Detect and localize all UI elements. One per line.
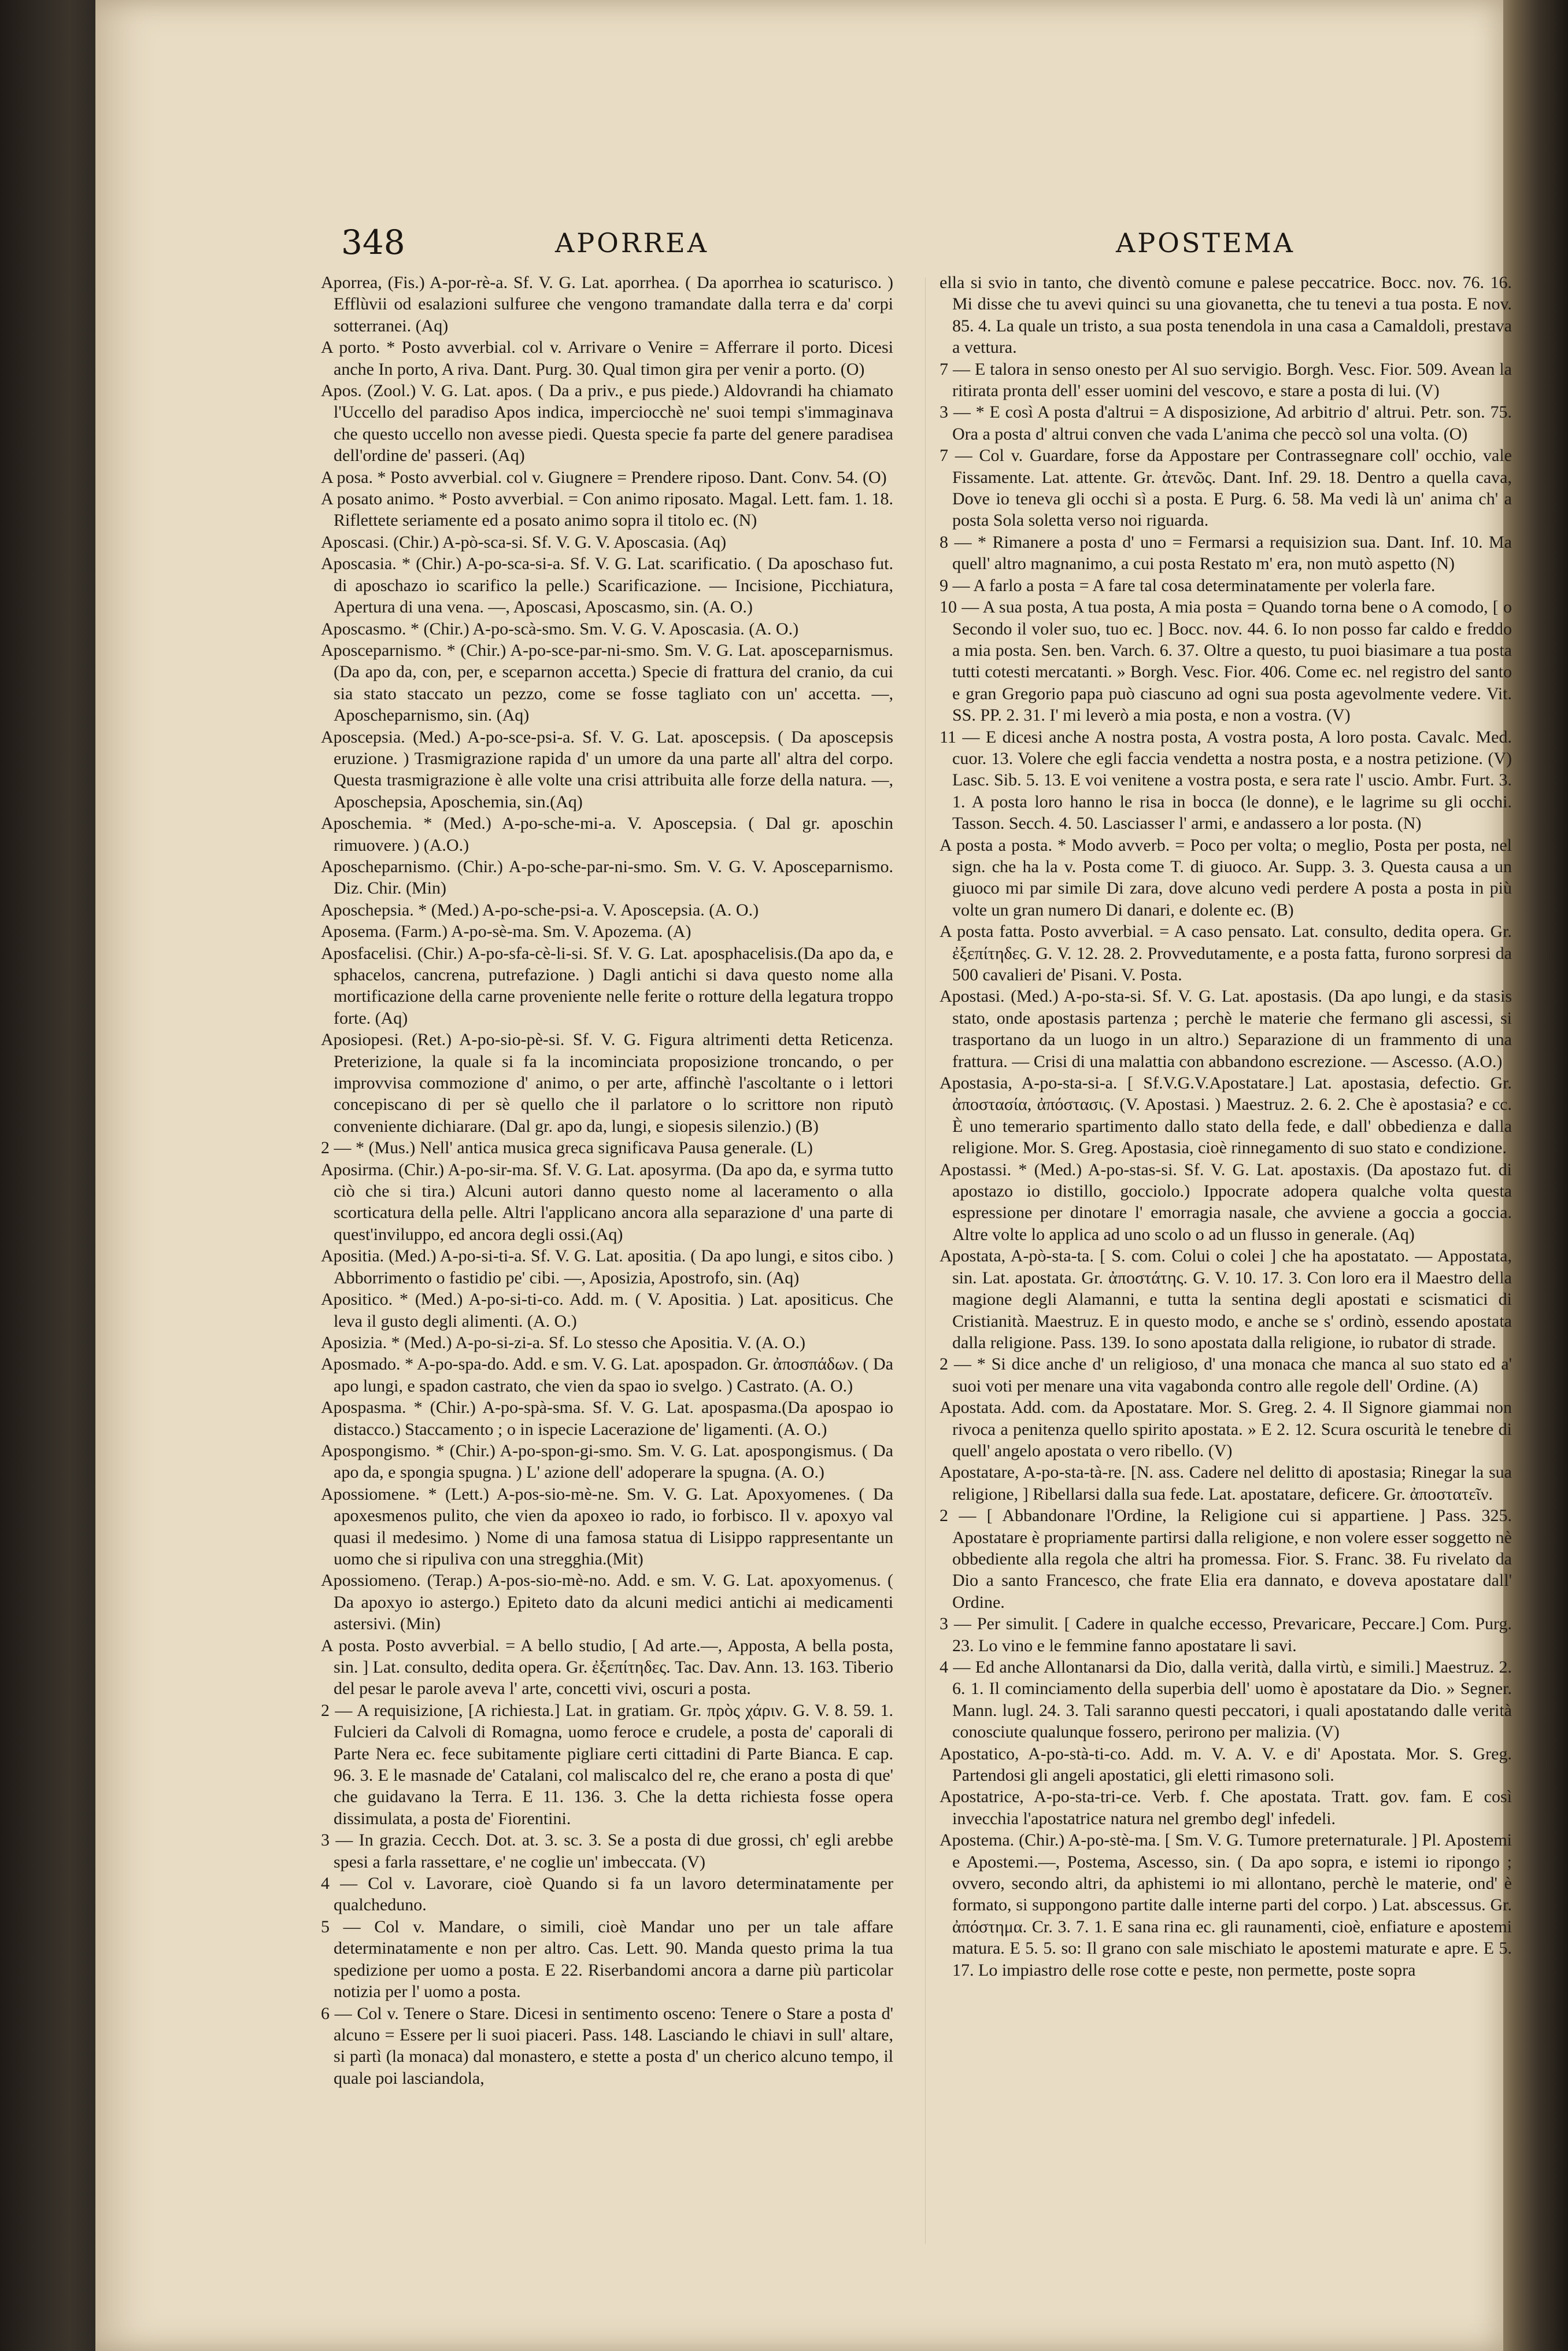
dictionary-entry: Apospasma. * (Chir.) A-po-spà-sma. Sf. V. G. Lat. apospasma.(Da apospao io distacco.) Staccamento ; o in ispecie Lacerazione de' ligamenti. (A. O.) (321, 1398, 893, 1439)
dictionary-entry: 2 — * (Mus.) Nell' antica musica greca significava Pausa generale. (L) (321, 1138, 813, 1158)
dictionary-entry: A posato animo. * Posto avverbial. = Con animo riposato. Magal. Lett. fam. 1. 18. Riflettete seriamente ed a posato animo sopra il titolo ec. (N) (321, 489, 893, 530)
column-gutter (925, 278, 926, 2244)
dictionary-entry: 6 — Col v. Tenere o Stare. Dicesi in sentimento osceno: Tenere o Stare a posta d' alcuno = Essere per li suoi piaceri. Pass. 148. Lasciando le chiavi in sull' altare, si partì (la monaca) dal monastero, e stette a posta d' un cherico alcuno tempo, il quale poi lasciandola, (321, 2003, 893, 2088)
dictionary-entry: 2 — * Si dice anche d' un religioso, d' una monaca che manca al suo stato ed a' suoi voti per menare una vita vagabonda contro alle regole dell' Ordine. (A) (940, 1354, 1512, 1396)
dictionary-entry: 8 — * Rimanere a posta d' uno = Fermarsi a requisizion sua. Dant. Inf. 10. Ma quell' altro magnanimo, a cui posta Restato m' era, non mutò aspetto (N) (940, 532, 1512, 574)
dictionary-entry: 4 — Ed anche Allontanarsi da Dio, dalla verità, dalla virtù, e simili.] Maestruz. 2. 6. 1. Il cominciamento della superbia dell' uomo è apostatare da Dio. » Segner. Mann. lugl. 24. 3. Tali saranno questi peccatori, i quali apostatando dalle verità conosciute qualunque fossero, perirono per malizia. (V) (940, 1658, 1512, 1742)
dictionary-entry: Apostatrice, A-po-sta-tri-ce. Verb. f. Che apostata. Tratt. gov. fam. E così invecchia l'apostatrice natura nel grembo degl' infedeli. (940, 1787, 1512, 1828)
dictionary-entry: 3 — In grazia. Cecch. Dot. at. 3. sc. 3. Se a posta di due grossi, ch' egli arebbe spesi a farla rassettare, e' ne coglie un' imbeccata. (V) (321, 1830, 893, 1872)
dictionary-entry: Apossiomene. * (Lett.) A-pos-sio-mè-ne. Sm. V. G. Lat. Apoxyomenes. ( Da apoxesmenos pulito, che vien da apoxeo io rado, io forbisco. Il v. apoxyo val quasi il medesimo. ) Nome di una famosa statua di Lisippo rappresentante un uomo che si ripuliva con una stregghia.(Mit) (321, 1484, 893, 1568)
dictionary-entry: A posa. * Posto avverbial. col v. Giugnere = Prendere riposo. Dant. Conv. 54. (O) (321, 467, 887, 487)
dictionary-entry: A porto. * Posto avverbial. col v. Arrivare o Venire = Afferrare il porto. Dicesi anche In porto, A riva. Dant. Purg. 30. Qual timon gira per venir a porto. (O) (321, 338, 893, 379)
dictionary-entry: Apostema. (Chir.) A-po-stè-ma. [ Sm. V. G. Tumore preternaturale. ] Pl. Apostemi e Apostemi.—, Postema, Ascesso, sin. ( Da apo sopra, e istemi io ripongo ; ovvero, secondo altri, da aphistemi io mi allontano, perchè le materie, ond' è formato, si suppongono partite dalle interne parti del corpo. ) Lat. abscessus. Gr. ἀπόστημα. Cr. 3. 7. 1. E sana rina ec. gli raunamenti, cioè, enfiature e apostemi matura. E 5. 5. so: Il grano con sale mischiato le apostemi maturate e apre. E 5. 17. Lo impiastro delle rose cotte e peste, non permette, poste sopra (940, 1830, 1512, 1980)
dictionary-entry: ella si svio in tanto, che diventò comune e palese peccatrice. Bocc. nov. 76. 16. Mi disse che tu avevi quinci su una giovanetta, che tu tenevi a tua posta. E nov. 85. 4. La quale un tristo, a sua posta tenendola in una casa a Camaldoli, prestava a vettura. (940, 273, 1512, 357)
dictionary-entry: A posta. Posto avverbial. = A bello studio, [ Ad arte.—, Apposta, A bella posta, sin. ] Lat. consulto, dedita opera. Gr. ἐξεπίτηδες. Tac. Dav. Ann. 13. 163. Tiberio del pesar le parole aveva l' arte, concetti vivi, oscuri a posta. (321, 1636, 893, 1699)
dictionary-entry: Apostatare, A-po-sta-tà-re. [N. ass. Cadere nel delitto di apostasia; Rinegar la sua religione, ] Ribellarsi dalla sua fede. Lat. apostatare, deficere. Gr. ἀποστατεῖν. (940, 1463, 1512, 1504)
dictionary-entry: 3 — * E così A posta d'altrui = A disposizione, Ad arbitrio d' altrui. Petr. son. 75. Ora a posta d' altrui conven che vada L'anima che peccò sol una volta. (O) (940, 403, 1512, 444)
dictionary-entry: Apostatico, A-po-stà-ti-co. Add. m. V. A. V. e di' Apostata. Mor. S. Greg. Partendosi gli angeli apostatici, gli eletti rimasono soli. (940, 1744, 1512, 1785)
right-running-head: APOSTEMA (1116, 227, 1295, 259)
facing-page-edge (1503, 0, 1568, 2351)
dictionary-entry: Apos. (Zool.) V. G. Lat. apos. ( Da a priv., e pus piede.) Aldovrandi ha chiamato l'Uccello del paradiso Apos indica, imperciocchè ne' suoi tempi s'immaginava che questo uccello non avesse piedi. Questa specie fa parte del genere paradisea dell'ordine de' passeri. (Aq) (321, 381, 893, 466)
dictionary-entry: Aposchepsia. * (Med.) A-po-sche-psi-a. V. Aposcepsia. (A. O.) (321, 900, 759, 920)
dictionary-entry: Aposcasi. (Chir.) A-pò-sca-si. Sf. V. G. V. Aposcasia. (Aq) (321, 532, 727, 552)
dictionary-entry: 3 — Per simulit. [ Cadere in qualche eccesso, Prevaricare, Peccare.] Com. Purg. 23. Lo vino e le femmine fanno apostatare li savi. (940, 1614, 1512, 1655)
dictionary-entry: Aposmado. * A-po-spa-do. Add. e sm. V. G. Lat. apospadon. Gr. ἀποσπάδων. ( Da apo lungi, e spadon castrato, che vien da spao io svelgo. ) Castrato. (A. O.) (321, 1354, 893, 1396)
dictionary-entry: Apossiomeno. (Terap.) A-pos-sio-mè-no. Add. e sm. V. G. Lat. apoxyomenus. ( Da apoxyo io astergo.) Epiteto dato da alcuni medici antichi ai medicamenti astersivi. (Min) (321, 1571, 893, 1634)
dictionary-entry: 7 — E talora in senso onesto per Al suo servigio. Borgh. Vesc. Fior. 509. Avean la ritirata pronta dell' esser uomini del vescovo, e stare a posta di lui. (V) (940, 359, 1512, 401)
dictionary-entry: 5 — Col v. Mandare, o simili, cioè Mandar uno per un tale affare determinatamente e non per altro. Cas. Lett. 90. Manda questo prima la tua spedizione per uomo a posta. E 22. Riserbandomi ancora a darne più particolar notizia per l' uomo a posta. (321, 1917, 893, 2002)
dictionary-entry: 9 — A farlo a posta = A fare tal cosa determinatamente per volerla fare. (940, 575, 1436, 595)
left-column (321, 272, 893, 2256)
dictionary-entry: Apositico. * (Med.) A-po-si-ti-co. Add. m. ( V. Apositia. ) Lat. apositicus. Che leva il gusto degli alimenti. (A. O.) (321, 1290, 893, 1331)
dictionary-entry: Apostata. Add. com. da Apostatare. Mor. S. Greg. 2. 4. Il Signore giammai non rivoca a penitenza quello spirito apostata. » E 2. 12. Scura oscurità le tenebre di quell' angelo apostata o vero ribello. (V) (940, 1398, 1512, 1460)
dictionary-entry: Aposirma. (Chir.) A-po-sir-ma. Sf. V. G. Lat. aposyrma. (Da apo da, e syrma tutto ciò che si tira.) Alcuni autori danno questo nome al laceramento o alla scorticatura della pelle. Altri l'applicano ancora alla separazione d' una parte di quest'inviluppo, ed ancora degli ossi.(Aq) (321, 1160, 893, 1244)
dictionary-entry: Apostasi. (Med.) A-po-sta-si. Sf. V. G. Lat. apostasis. (Da apo lungi, e da stasis stato, onde apostasis partenza ; perchè le materie che fermano gli ascessi, si trasportano da un luogo in un altro.) Separazione di un frammento di una frattura. — Crisi di una malattia con abbandono escrezione. — Ascesso. (A.O.) (940, 987, 1512, 1071)
dictionary-entry: A posta a posta. * Modo avverb. = Poco per volta; o meglio, Posta per posta, nel sign. che ha la v. Posta come T. di giuoco. Ar. Supp. 3. 3. Questa causa a un giuoco mi par simile Di zara, dove alcuno vedi perdere A posta a posta in più volte un gran numero Di danari, e dolente ec. (B) (940, 835, 1512, 920)
dictionary-entry: 4 — Col v. Lavorare, cioè Quando si fa un lavoro determinatamente per qualcheduno. (321, 1874, 893, 1915)
dictionary-entry: 2 — A requisizione, [A richiesta.] Lat. in gratiam. Gr. πρὸς χάριν. G. V. 8. 59. 1. Fulcieri da Calvoli di Romagna, uomo feroce e crudele, a posta de' caporali di Parte Nera ec. fece subitamente pigliare certi cittadini di Parte Bianca. E cap. 96. 3. E le masnade de' Catalani, col maliscalco del re, che erano a posta di que' che guidavano la Terra. E 11. 136. 3. Che la detta richiesta fosse opera dissimulata, a posta de' Fiorentini. (321, 1700, 893, 1828)
dictionary-entry: Apostasia, A-po-sta-si-a. [ Sf.V.G.V.Apostatare.] Lat. apostasia, defectio. Gr. ἀποστασία, ἀπόστασις. (V. Apostasi. ) Maestruz. 2. 6. 2. Che è apostasia? e cc. È uno temerario spartimento dallo stato della fede, e dall' obbedienza e dalla religione. Mor. S. Greg. Apostasia, cioè rinnegamento di suo stato e condizione. (940, 1073, 1512, 1158)
dictionary-entry: Aposceparnismo. * (Chir.) A-po-sce-par-ni-smo. Sm. V. G. Lat. aposceparnismus. (Da apo da, con, per, e sceparnon accetta.) Specie di frattura del cranio, da cui sia stato staccato un pezzo, come se fosse tagliato con un' accetta. —, Aposcheparnismo, sin. (Aq) (321, 640, 893, 725)
dictionary-entry: Apostassi. * (Med.) A-po-stas-si. Sf. V. G. Lat. apostaxis. (Da apostazo fut. di apostazo io distillo, gocciolo.) Ippocrate adopera qualche volta questa espressione per dinotare l' emorragia nasale, che avviene a goccia a goccia. Altre volte lo applica ad uno scolo o ad un flusso in generale. (Aq) (940, 1160, 1512, 1244)
dictionary-entry: Aposcasmo. * (Chir.) A-po-scà-smo. Sm. V. G. V. Aposcasia. (A. O.) (321, 619, 799, 639)
dictionary-entry: Apositia. (Med.) A-po-si-ti-a. Sf. V. G. Lat. apositia. ( Da apo lungi, e sitos cibo. ) Abborrimento o fastidio pe' cibi. —, Aposizia, Apostrofo, sin. (Aq) (321, 1246, 893, 1287)
dictionary-entry: Aposchemia. * (Med.) A-po-sche-mi-a. V. Aposcepsia. ( Dal gr. aposchin rimuovere. ) (A.O.) (321, 814, 893, 855)
dictionary-entry: Aporrea, (Fis.) A-por-rè-a. Sf. V. G. Lat. aporrhea. ( Da aporrhea io scaturisco. ) Efflùvii od esalazioni sulfuree che vengono tramandate dalla terra e da' corpi sotterranei. (Aq) (321, 273, 893, 335)
dictionary-entry: 11 — E dicesi anche A nostra posta, A vostra posta, A loro posta. Cavalc. Med. cuor. 13. Volere che egli faccia vendetta a nostra posta, e a nostra petizione. (V) Lasc. Sib. 5. 13. E voi venitene a vostra posta, e sera rate l' uscio. Ambr. Furt. 3. 1. A posta loro hanno le risa in bocca (le donne), e le lagrime su gli occhi. Tasson. Secch. 4. 50. Lasciasser l' armi, e andassero a lor posta. (N) (940, 727, 1512, 833)
dictionary-entry: A posta fatta. Posto avverbial. = A caso pensato. Lat. consulto, dedita opera. Gr. ἐξεπίτηδες. G. V. 12. 28. 2. Provvedutamente, e a posta fatta, furono sorpresi da 500 cavalieri de' Pisani. V. Posta. (940, 922, 1512, 984)
dictionary-entry: Aposema. (Farm.) A-po-sè-ma. Sm. V. Apozema. (A) (321, 922, 691, 942)
dictionary-entry: 2 — [ Abbandonare l'Ordine, la Religione cui si appartiene. ] Pass. 325. Apostatare è propriamente partirsi dalla religione, e non volere esser soggetto nè obbediente alla regola che altri ha promessa. Fior. S. Franc. 38. Fu rivelato da Dio a santo Francesco, che frate Elia era dannato, e doveva apostatare dall' Ordine. (940, 1506, 1512, 1612)
dictionary-entry: Aposcasia. * (Chir.) A-po-sca-si-a. Sf. V. G. Lat. scarificatio. ( Da aposchaso fut. di aposchazo io scarifico la pelle.) Scarificazione. — Incisione, Picchiatura, Apertura di una vena. —, Aposcasi, Aposcasmo, sin. (A. O.) (321, 554, 893, 617)
left-running-head: APORREA (555, 227, 709, 259)
dictionary-entry: Apostata, A-pò-sta-ta. [ S. com. Colui o colei ] che ha apostatato. — Appostata, sin. Lat. apostata. Gr. ἀποστάτης. G. V. 10. 17. 3. Con loro era il Maestro della magione degli Alamanni, e tutta la sentina degli apostati e scismatici di Cristianità. Maestruz. E in questo modo, e anche se s' ordinò, essendo apostata dalla religione. Pass. 139. Io sono apostata dalla religione, io rubator di strade. (940, 1246, 1512, 1352)
dictionary-entry: Aposizia. * (Med.) A-po-si-zi-a. Sf. Lo stesso che Apositia. V. (A. O.) (321, 1333, 805, 1352)
page-number: 348 (341, 223, 405, 262)
dictionary-entry: Aposcheparnismo. (Chir.) A-po-sche-par-ni-smo. Sm. V. G. V. Aposceparnismo. Diz. Chir. (Min) (321, 857, 893, 898)
dictionary-entry: Aposfacelisi. (Chir.) A-po-sfa-cè-li-si. Sf. V. G. Lat. aposphacelisis.(Da apo da, e sphacelos, cancrena, putrefazione. ) Dagli antichi si dava questo nome alla mortificazione della carne proveniente nelle ferite o rotture della legatura troppo forte. (Aq) (321, 943, 893, 1028)
dictionary-entry: 7 — Col v. Guardare, forse da Appostare per Contrassegnare coll' occhio, vale Fissamente. Lat. attente. Gr. ἀτενῶς. Dant. Inf. 29. 18. Dentro a quella cava, Dove io teneva gli occhi sì a posta. E Purg. 6. 58. Ma vedi là un' anima ch' a posta Sola soletta verso noi riguarda. (940, 446, 1512, 530)
dictionary-entry: Aposiopesi. (Ret.) A-po-sio-pè-si. Sf. V. G. Figura altrimenti detta Reticenza. Preterizione, la quale si fa la incominciata proposizione troncando, o per improvvisa commozione d' animo, o per arte, affinchè l'ascoltante o i lettori concepiscano di per sè quello che il parlatore o lo scrittore non riputò conveniente dichiarare. (Dal gr. apo da, lungi, e siopesis silenzio.) (B) (321, 1030, 893, 1136)
dictionary-entry: 10 — A sua posta, A tua posta, A mia posta = Quando torna bene o A comodo, [ o Secondo il voler suo, tuo ec. ] Bocc. nov. 44. 6. Io non posso far caldo e freddo a mia posta. Sen. ben. Varch. 6. 37. Oltre a questo, tu puoi biasimare a tua posta tutti cotesti mercatanti. » Borgh. Vesc. Fior. 406. Come ec. nel registro del santo e gran Gregorio papa può ciascuno ad ogni sua posta agevolmente vedere. Vit. SS. PP. 2. 31. I' mi leverò a mia posta, e non a vostra. (V) (940, 597, 1512, 725)
dictionary-entry: Aposcepsia. (Med.) A-po-sce-psi-a. Sf. V. G. Lat. aposcepsis. ( Da aposcepsis eruzione. ) Trasmigrazione rapida d' un umore da una parte all' altra del corpo. Questa trasmigrazione è alle volte una crisi attribuita alle forze della natura. —, Aposchepsia, Aposchemia, sin.(Aq) (321, 727, 893, 811)
right-column (940, 272, 1512, 2256)
dictionary-entry: Apospongismo. * (Chir.) A-po-spon-gi-smo. Sm. V. G. Lat. apospongismus. ( Da apo da, e spongia spugna. ) L' azione dell' adoperare la spugna. (A. O.) (321, 1441, 893, 1482)
page-header (341, 223, 1492, 263)
